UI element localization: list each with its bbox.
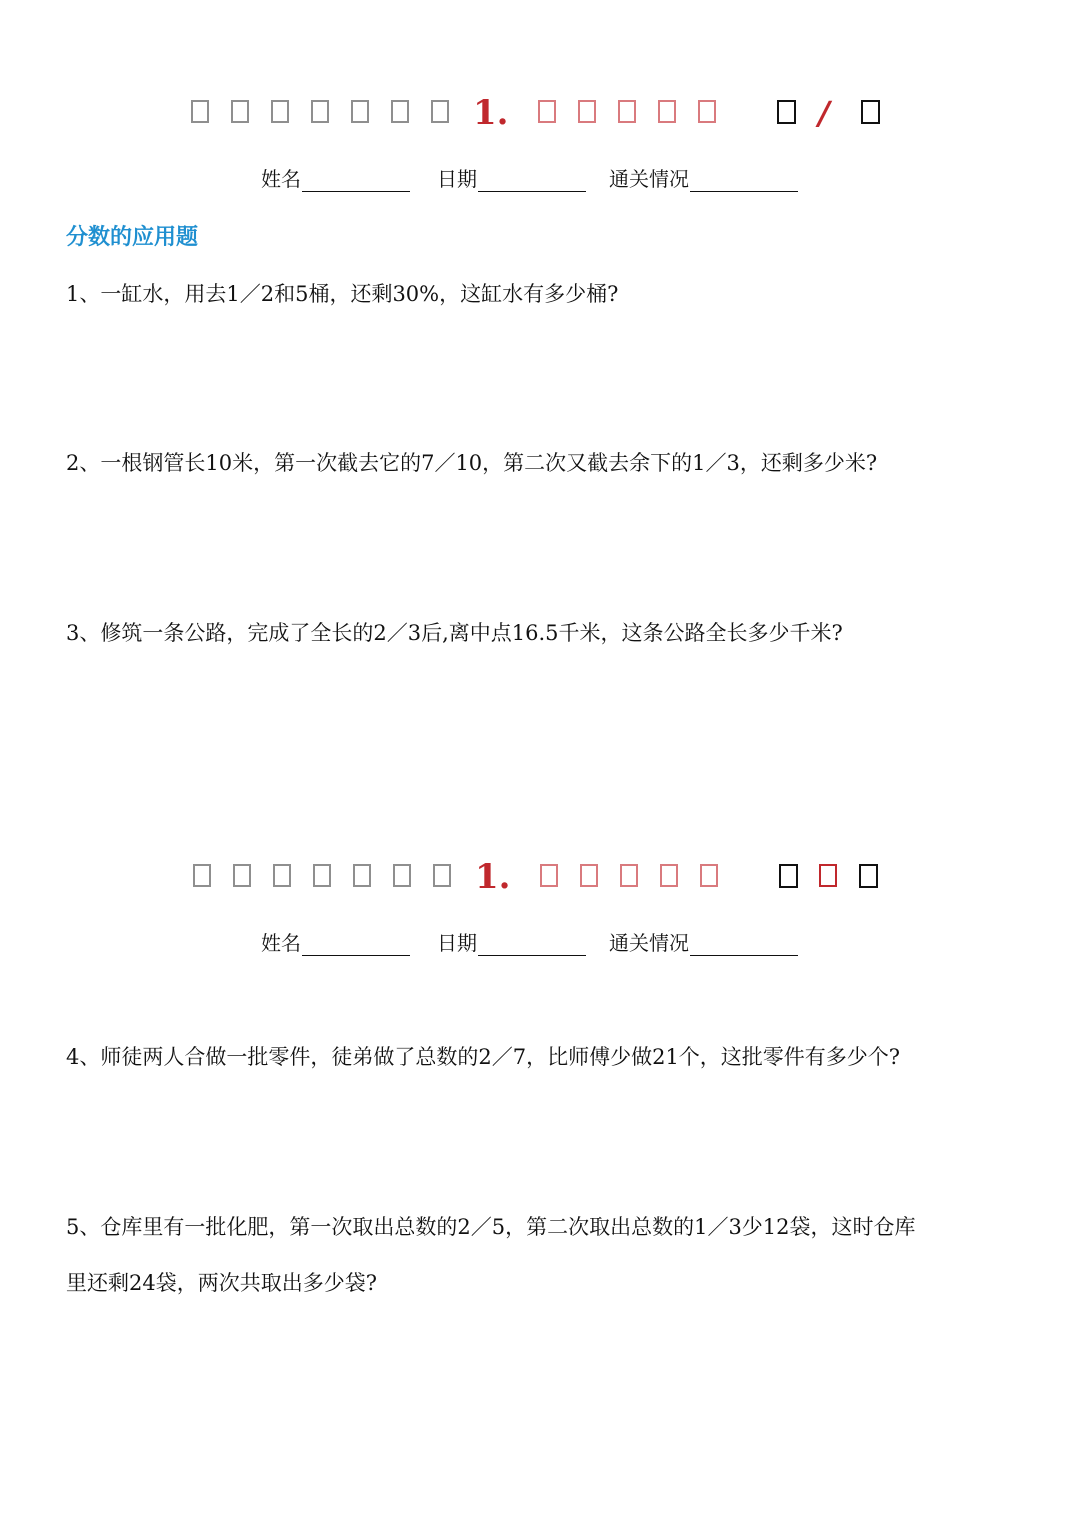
missing-glyph-icon [819,864,837,887]
missing-glyph-icon [233,864,251,887]
question-1: 1、一缸水，用去1／2和5桶，还剩30%，这缸水有多少桶? [66,282,619,306]
missing-glyph-icon [271,100,289,123]
date-blank[interactable] [478,931,586,956]
sheet2-info-row [0,930,1080,960]
date-field[interactable] [437,930,586,956]
sheet1-info-row [0,166,1080,196]
date-blank[interactable] [478,167,586,192]
missing-glyph-icon [618,100,636,123]
missing-glyph-icon [540,864,558,887]
title-number: 1. [475,857,511,897]
missing-glyph-icon [311,100,329,123]
missing-glyph-icon [431,100,449,123]
missing-glyph-icon [580,864,598,887]
date-label: 日期 [437,931,477,955]
missing-glyph-icon [391,100,409,123]
missing-glyph-icon [779,864,798,888]
missing-glyph-icon [433,864,451,887]
status-label: 通关情况 [609,167,689,191]
missing-glyph-icon [861,100,880,124]
missing-glyph-icon [859,864,878,888]
missing-glyph-icon [660,864,678,887]
status-field[interactable] [609,166,798,192]
missing-glyph-icon [273,864,291,887]
name-field[interactable] [261,166,410,192]
missing-glyph-icon [193,864,211,887]
status-field[interactable] [609,930,798,956]
missing-glyph-icon [353,864,371,887]
name-label: 姓名 [261,167,301,191]
missing-glyph-icon [620,864,638,887]
question-5-continued: 里还剩24袋，两次共取出多少袋? [66,1271,377,1295]
missing-glyph-icon [231,100,249,123]
missing-glyph-icon [658,100,676,123]
question-3: 3、修筑一条公路，完成了全长的2／3后,离中点16.5千米，这条公路全长多少千米? [66,621,843,645]
sheet1-title [0,88,1080,138]
section-heading: 分数的应用题 [66,224,199,250]
missing-glyph-icon [578,100,596,123]
question-5: 5、仓库里有一批化肥，第一次取出总数的2／5，第二次取出总数的1／3少12袋，这时仓库 [66,1215,916,1239]
sheet2-title [0,852,1080,902]
missing-glyph-icon [313,864,331,887]
missing-glyph-icon [351,100,369,123]
status-blank[interactable] [690,931,798,956]
status-label: 通关情况 [609,931,689,955]
question-2: 2、一根钢管长10米，第一次截去它的7／10，第二次又截去余下的1／3，还剩多少米? [66,451,878,475]
question-4: 4、师徒两人合做一批零件，徒弟做了总数的2／7，比师傅少做21个，这批零件有多少个? [66,1045,901,1069]
date-label: 日期 [437,167,477,191]
name-label: 姓名 [261,931,301,955]
missing-glyph-icon [777,100,796,124]
name-blank[interactable] [302,931,410,956]
name-field[interactable] [261,930,410,956]
missing-glyph-icon [191,100,209,123]
date-field[interactable] [437,166,586,192]
missing-glyph-icon [393,864,411,887]
title-number: 1. [473,93,509,133]
missing-glyph-icon [538,100,556,123]
status-blank[interactable] [690,167,798,192]
missing-glyph-icon [700,864,718,887]
title-slash: / [818,94,830,132]
name-blank[interactable] [302,167,410,192]
missing-glyph-icon [698,100,716,123]
